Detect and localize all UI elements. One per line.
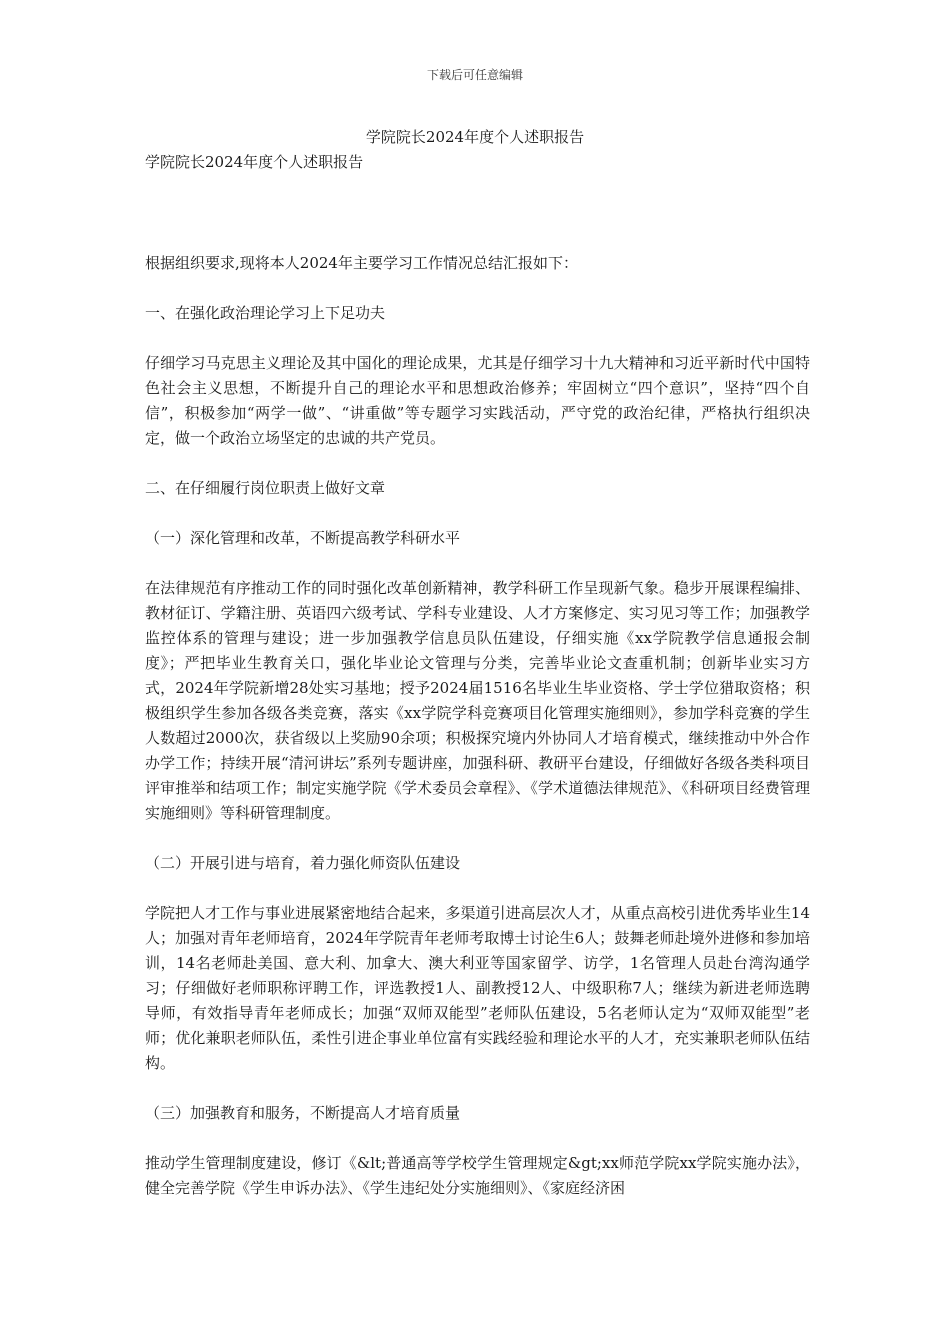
document-subtitle: 学院院长2024年度个人述职报告 <box>145 153 364 171</box>
body-paragraph: 推动学生管理制度建设，修订《&lt;普通高等学校学生管理规定&gt;xx师范学院xx学院实施办法》，健全完善学院《学生申诉办法》、《学生违纪处分实施细则》、《家庭经济困 <box>145 1154 810 1197</box>
section-heading-2: 二、在仔细履行岗位职责上做好文章 <box>145 479 386 497</box>
subsection-heading-2: （二）开展引进与培育，着力强化师资队伍建设 <box>145 854 461 872</box>
document-body <box>145 150 810 1201</box>
body-paragraph: 仔细学习马克思主义理论及其中国化的理论成果，尤其是仔细学习十九大精神和习近平新时代中国特色社会主义思想，不断提升自己的理论水平和思想政治修养；牢固树立“四个意识”，坚持“四个自信”，积极参加“两学一做”、“讲重做”等专题学习实践活动，严守党的政治纪律，严格执行组织决定，做一个政治立场坚定的忠诚的共产党员。 <box>145 354 810 447</box>
document-title: 学院院长2024年度个人述职报告 <box>365 128 585 146</box>
subsection-heading-1: （一）深化管理和改革，不断提高教学科研水平 <box>145 529 461 547</box>
section-heading-1: 一、在强化政治理论学习上下足功夫 <box>145 304 386 322</box>
intro-paragraph: 根据组织要求,现将本人2024年主要学习工作情况总结汇报如下： <box>145 254 578 272</box>
subsection-heading-3: （三）加强教育和服务，不断提高人才培育质量 <box>145 1104 461 1122</box>
body-paragraph: 学院把人才工作与事业进展紧密地结合起来，多渠道引进高层次人才，从重点高校引进优秀毕业生14人；加强对青年老师培育，2024年学院青年老师考取博士讨论生6人；鼓舞老师赴境外进修和参加培训，14名老师赴美国、意大利、加拿大、澳大利亚等国家留学、访学，1名管理人员赴台湾沟通学习；仔细做好老师职称评聘工作，评选教授1人、副教授12人、中级职称7人；继续为新进老师选聘导师，有效指导青年老师成长；加强“双师双能型”老师队伍建设，5名老师认定为“双师双能型”老师；优化兼职老师队伍，柔性引进企事业单位富有实践经验和理论水平的人才，充实兼职老师队伍结构。 <box>145 904 810 1072</box>
body-paragraph: 在法律规范有序推动工作的同时强化改革创新精神，教学科研工作呈现新气象。稳步开展课程编排、教材征订、学籍注册、英语四六级考试、学科专业建设、人才方案修定、实习见习等工作；加强教学监控体系的管理与建设；进一步加强教学信息员队伍建设，仔细实施《xx学院教学信息通报会制度》；严把毕业生教育关口，强化毕业论文管理与分类，完善毕业论文查重机制；创新毕业实习方式，2024年学院新增28处实习基地；授予2024届1516名毕业生毕业资格、学士学位猎取资格；积极组织学生参加各级各类竞赛，落实《xx学院学科竞赛项目化管理实施细则》，参加学科竞赛的学生人数超过2000次，获省级以上奖励90余项；积极探究境内外协同人才培育模式，继续推动中外合作办学工作；持续开展“清河讲坛”系列专题讲座，加强科研、教研平台建设，仔细做好各级各类科项目评审推举和结项工作；制定实施学院《学术委员会章程》、《学术道德法律规范》、《科研项目经费管理实施细则》等科研管理制度。 <box>145 579 810 822</box>
header-note: 下载后可任意编辑 <box>426 68 523 82</box>
